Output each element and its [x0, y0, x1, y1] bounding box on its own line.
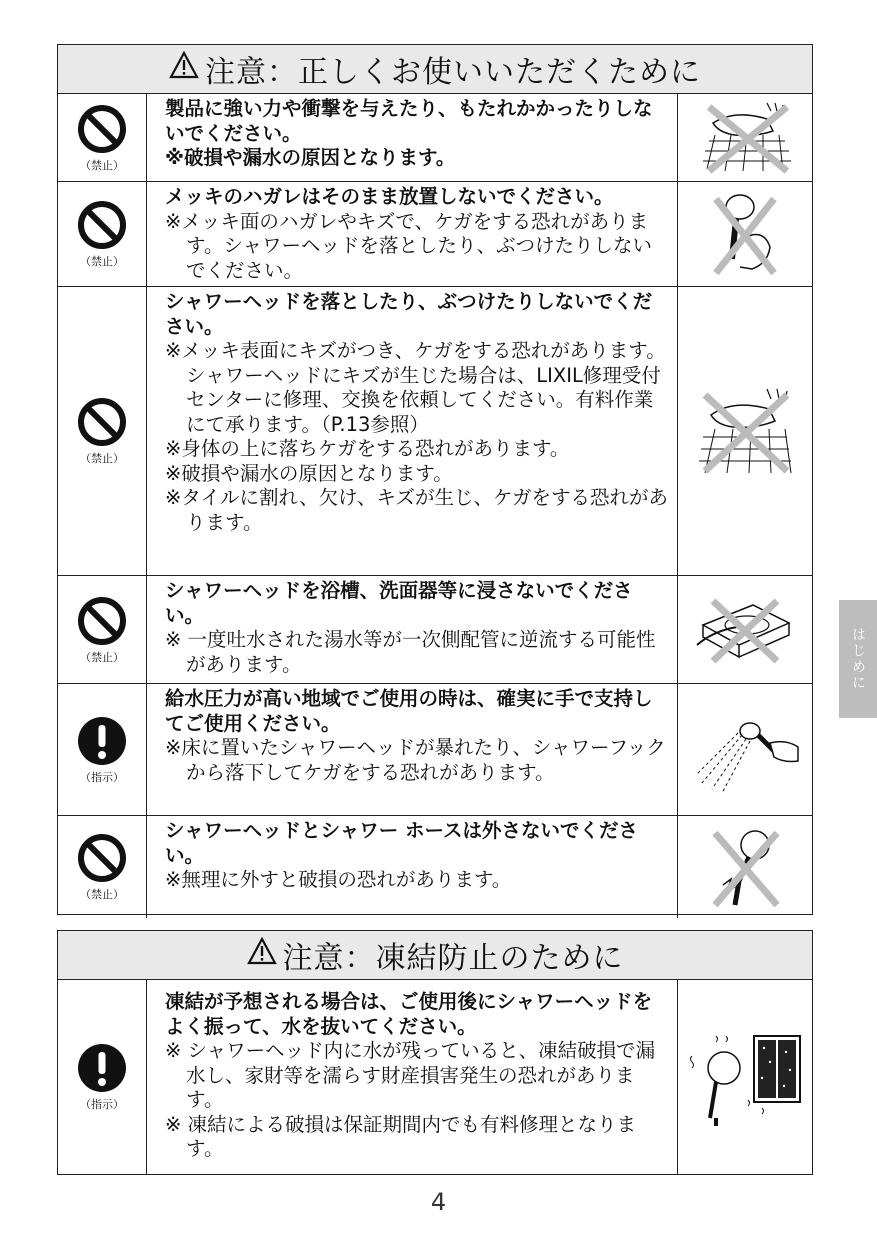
shower-head-impact-illustration — [695, 101, 795, 175]
caution-note: ※タイルに割れ、欠け、キズが生じ、ケガをする恐れがあります。 — [165, 486, 669, 534]
caution-row — [58, 980, 812, 1174]
symbol-cell — [58, 287, 147, 575]
caution-main: メッキのハガレはそのまま放置しないでください。 — [165, 185, 614, 208]
exclamation-icon — [76, 715, 128, 767]
section-header — [58, 931, 812, 980]
caution-section-freeze — [57, 930, 813, 1175]
caution-main: シャワーヘッドを浴槽、洗面器等に浸さないでください。 — [165, 579, 633, 627]
prohibition-icon — [76, 595, 128, 647]
symbol-cell — [58, 684, 147, 815]
shower-head-drop-illustration — [693, 385, 797, 477]
hand-holding-shower-illustration — [690, 705, 800, 795]
symbol-cell — [58, 94, 147, 181]
symbol-cell — [58, 816, 147, 918]
caution-text — [147, 684, 678, 815]
caution-main: シャワーヘッドを落としたり、ぶつけたりしないでください。 — [165, 290, 653, 338]
frozen-shower-window-illustration — [686, 1022, 804, 1132]
caution-row — [58, 182, 812, 287]
prohibition-icon — [76, 832, 128, 884]
illustration-cell — [678, 684, 812, 815]
shower-in-basin-illustration — [693, 595, 797, 665]
caution-text — [147, 816, 678, 918]
shower-hose-detach-illustration — [705, 825, 785, 909]
symbol-label: （禁止） — [80, 888, 124, 901]
shower-head-hand-illustration — [710, 189, 780, 279]
symbol-label: （指示） — [80, 1098, 124, 1111]
caution-note: ※身体の上に落ちケガをする恐れがあります。 — [165, 437, 570, 460]
symbol-cell — [58, 182, 147, 286]
caution-note: ※破損や漏水の原因となります。 — [165, 146, 456, 169]
caution-main: 製品に強い力や衝撃を与えたり、もたれかかったりしないでください。 — [165, 97, 653, 145]
caution-note: ※ 一度吐水された湯水等が一次側配管に逆流する可能性があります。 — [165, 628, 656, 676]
symbol-label: （禁止） — [80, 255, 124, 268]
caution-note: ※メッキ表面にキズがつき、ケガをする恐れがあります。シャワーヘッドにキズが生じた場合は、LIXIL修理受付センターに修理、交換を依頼してください。有料作業にて承ります。（P.13参照） — [165, 339, 666, 436]
symbol-cell — [58, 576, 147, 683]
illustration-cell — [678, 980, 812, 1174]
caution-text — [147, 980, 678, 1174]
caution-row — [58, 576, 812, 684]
symbol-label: （禁止） — [80, 452, 124, 465]
caution-note: ※ シャワーヘッド内に水が残っていると、凍結破損で漏水し、家財等を濡らす財産損害発生の恐れがあります。 — [165, 1039, 656, 1111]
caution-text — [147, 182, 678, 286]
caution-note: ※破損や漏水の原因となります。 — [165, 461, 453, 485]
caution-row — [58, 94, 812, 182]
caution-note: ※床に置いたシャワーヘッドが暴れたり、シャワーフックから落下してケガをする恐れがあります。 — [165, 736, 666, 784]
section-header — [58, 45, 812, 94]
illustration-cell — [678, 287, 812, 575]
caution-row — [58, 684, 812, 816]
prohibition-icon — [76, 103, 128, 155]
exclamation-icon — [76, 1042, 128, 1094]
illustration-cell — [678, 94, 812, 181]
caution-row — [58, 816, 812, 918]
prohibition-icon — [76, 396, 128, 448]
caution-note: ※無理に外すと破損の恐れがあります。 — [165, 868, 512, 891]
caution-note: ※ 凍結による破損は保証期間内でも有料修理となります。 — [165, 1112, 637, 1160]
caution-text — [147, 576, 678, 683]
prohibition-icon — [76, 199, 128, 251]
warning-triangle-icon — [247, 937, 277, 973]
caution-text — [147, 94, 678, 181]
section-title: 注意：正しくお使いいただくために — [205, 55, 701, 90]
caution-main: 凍結が予想される場合は、ご使用後にシャワーヘッドをよく振って、水を抜いてください。 — [165, 990, 653, 1038]
side-tab — [839, 600, 877, 718]
page-number: 4 — [430, 1188, 447, 1216]
illustration-cell — [678, 816, 812, 918]
illustration-cell — [678, 576, 812, 683]
caution-main: シャワーヘッドとシャワー ホースは外さないでください。 — [165, 819, 639, 867]
symbol-label: （禁止） — [80, 650, 124, 664]
caution-section-usage — [57, 44, 813, 915]
illustration-cell — [678, 182, 812, 286]
symbol-cell — [58, 980, 147, 1174]
caution-row — [58, 287, 812, 576]
caution-main: 給水圧力が高い地域でご使用の時は、確実に手で支持してご使用ください。 — [165, 687, 653, 735]
symbol-label: （指示） — [80, 770, 124, 784]
section-title: 注意：凍結防止のために — [282, 941, 624, 976]
caution-text — [147, 287, 678, 575]
warning-triangle-icon — [169, 51, 199, 87]
symbol-label: （禁止） — [80, 158, 124, 172]
side-tab-label: はじめに — [850, 627, 866, 691]
caution-note: ※メッキ面のハガレやキズで、ケガをする恐れがあります。シャワーヘッドを落としたり、ぶつけたりしないでください。 — [165, 209, 653, 282]
